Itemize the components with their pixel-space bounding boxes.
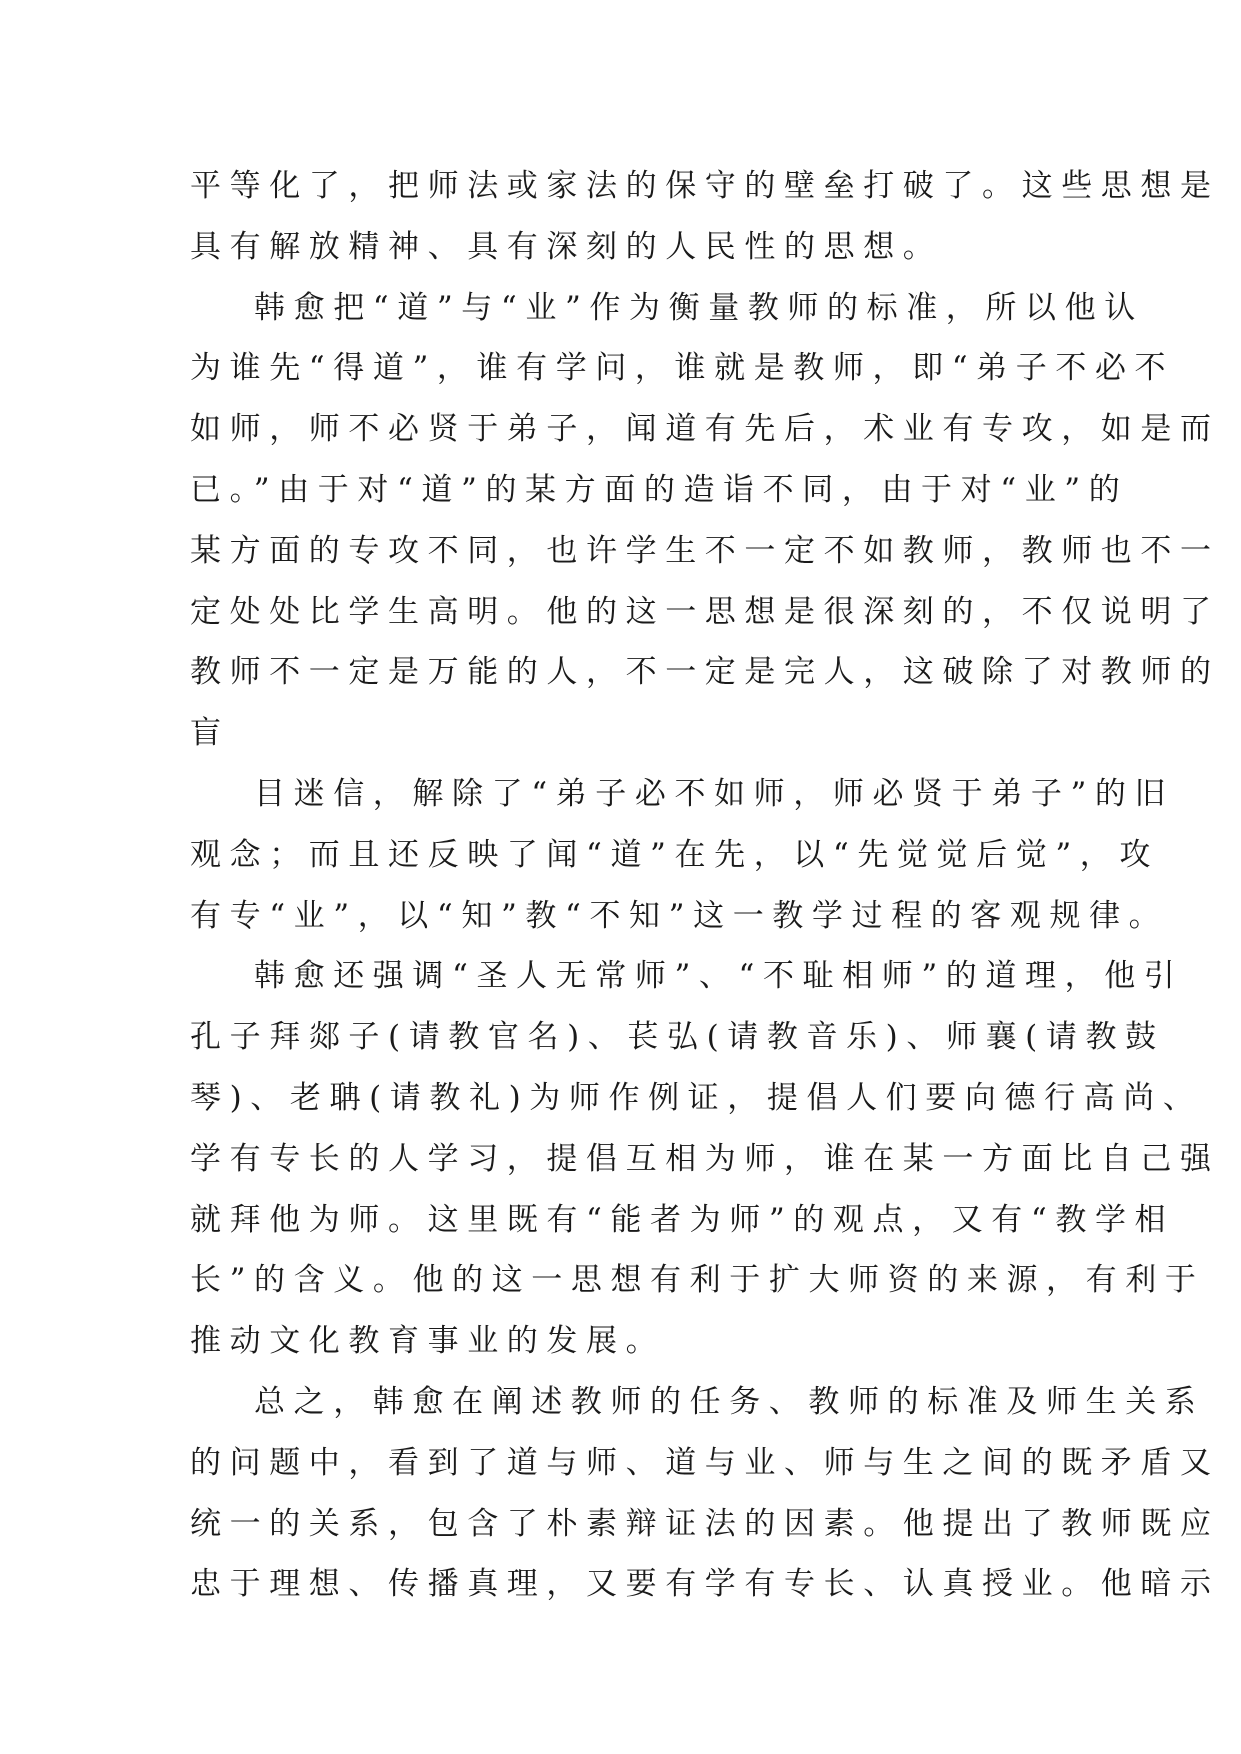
text-line: 推动文化教育事业的发展。 [190, 1323, 666, 1360]
text-line: 盲 [190, 715, 230, 752]
text-line: 观念；而且还反映了闻“道”在先，以“先觉觉后觉”，攻 [190, 836, 1159, 873]
text-line: 学有专长的人学习，提倡互相为师，谁在某一方面比自己强 [190, 1140, 1220, 1177]
text-line: 如师，师不必贤于弟子，闻道有先后，术业有专攻，如是而 [190, 411, 1220, 448]
text-line: 教师不一定是万能的人，不一定是完人，这破除了对教师的 [190, 654, 1220, 691]
text-line: 具有解放精神、具有深刻的人民性的思想。 [190, 228, 943, 265]
text-line: 统一的关系，包含了朴素辩证法的因素。他提出了教师既应 [190, 1505, 1220, 1542]
paragraph-start-line: 韩愈还强调“圣人无常师”、“不耻相师”的道理，他引 [254, 958, 1184, 995]
text-line: 为谁先“得道”，谁有学问，谁就是教师，即“弟子不必不 [190, 350, 1175, 387]
text-line: 已。”由于对“道”的某方面的造诣不同，由于对“业”的 [190, 471, 1129, 508]
text-line: 某方面的专攻不同，也许学生不一定不如教师，教师也不一 [190, 532, 1220, 569]
text-line: 有专“业”，以“知”教“不知”这一教学过程的客观规律。 [190, 897, 1169, 934]
text-line: 定处处比学生高明。他的这一思想是很深刻的，不仅说明了 [190, 593, 1220, 630]
text-line: 忠于理想、传播真理，又要有学有专长、认真授业。他暗示 [190, 1566, 1220, 1603]
paragraph-start-line: 目迷信，解除了“弟子必不如师，师必贤于弟子”的旧 [254, 775, 1175, 812]
text-line: 平等化了，把师法或家法的保守的壁垒打破了。这些思想是 [190, 168, 1220, 204]
text-line: 的问题中，看到了道与师、道与业、师与生之间的既矛盾又 [190, 1444, 1220, 1481]
text-line: 琴)、老聃(请教礼)为师作例证，提倡人们要向德行高尚、 [190, 1079, 1203, 1116]
text-line: 就拜他为师。这里既有“能者为师”的观点，又有“教学相 [190, 1201, 1175, 1238]
paragraph-start-line: 总之，韩愈在阐述教师的任务、教师的标准及师生关系 [254, 1383, 1205, 1420]
body-text [190, 156, 1220, 1615]
paragraph-start-line: 韩愈把“道”与“业”作为衡量教师的标准，所以他认 [254, 289, 1144, 326]
text-line: 孔子拜郯子(请教官名)、苌弘(请教音乐)、师襄(请教鼓 [190, 1019, 1165, 1056]
text-line: 长”的含义。他的这一思想有利于扩大师资的来源，有利于 [190, 1262, 1205, 1299]
